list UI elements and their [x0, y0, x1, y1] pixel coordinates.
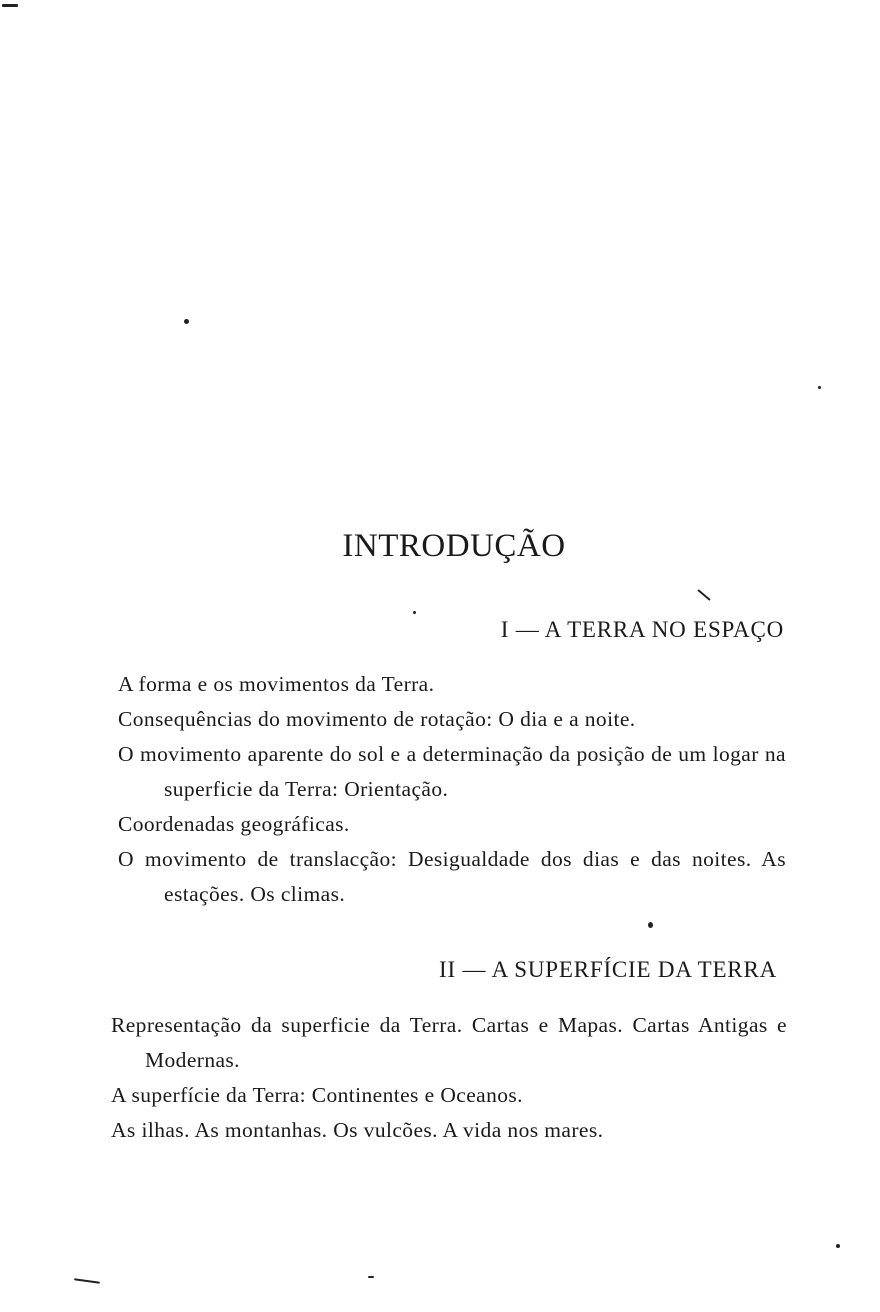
scan-speck — [2, 4, 18, 7]
list-item: A superfície da Terra: Continentes e Oceanos. — [111, 1083, 523, 1107]
scan-speck — [836, 1244, 840, 1248]
list-item: O movimento aparente do sol e a determinação da posição de um logar na superficie da Terra: Orientação. — [118, 742, 786, 801]
section-entries — [118, 667, 786, 912]
scan-speck — [648, 922, 653, 928]
scan-speck — [184, 319, 189, 324]
scan-speck — [368, 1276, 374, 1278]
section-heading: II — A SUPERFÍCIE DA TERRA — [439, 957, 777, 982]
list-item: O movimento de translacção: Desigualdade dos dias e das noites. As estações. Os climas. — [118, 847, 786, 906]
scan-speck — [697, 589, 711, 601]
scan-speck — [74, 1278, 100, 1284]
list-item: Coordenadas geográficas. — [118, 812, 350, 836]
list-item: As ilhas. As montanhas. Os vulcões. A vida nos mares. — [111, 1118, 604, 1142]
scan-speck — [413, 611, 416, 614]
page-title: INTRODUÇÃO — [342, 528, 566, 564]
list-item: Representação da superficie da Terra. Cartas e Mapas. Cartas Antigas e Modernas. — [111, 1013, 787, 1072]
section-heading: I — A TERRA NO ESPAÇO — [500, 617, 784, 642]
section-entries — [111, 1008, 787, 1148]
scan-speck — [818, 386, 821, 389]
list-item: Consequências do movimento de rotação: O dia e a noite. — [118, 707, 636, 731]
list-item: A forma e os movimentos da Terra. — [118, 672, 435, 696]
